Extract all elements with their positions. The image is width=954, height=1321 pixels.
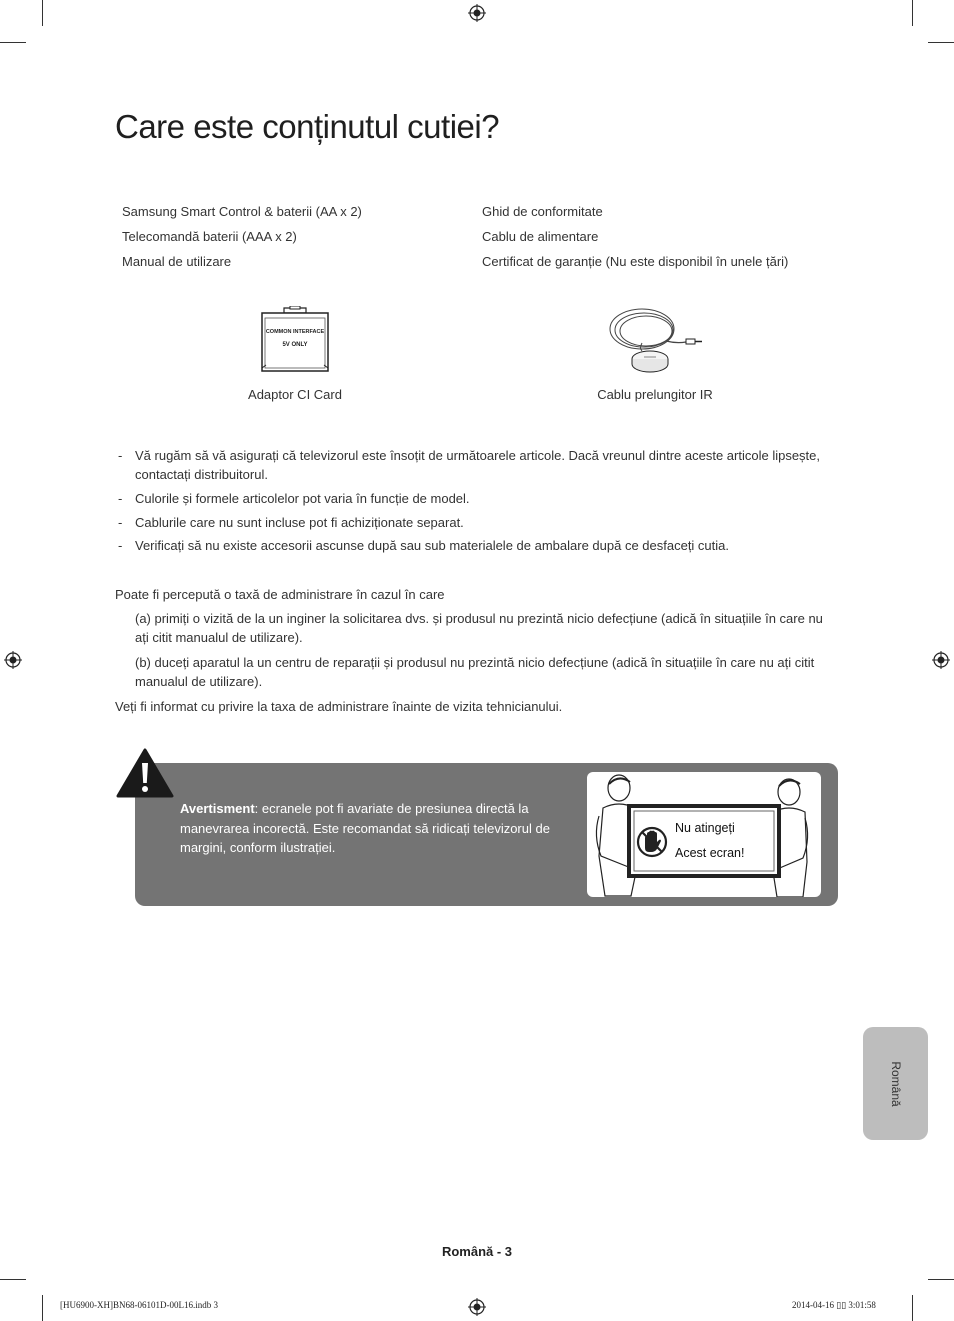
registration-mark-icon (4, 651, 22, 669)
fee-case-a: (a) primiți o vizită de la un inginer la solicitarea dvs. și produsul nu prezintă nicio defecțiune (adică în situațiile în care nu ați citit manualul de utilizare). (135, 611, 823, 645)
language-tab (863, 1027, 928, 1140)
print-slug-left: [HU6900-XH]BN68-06101D-00L16.indb 3 (60, 1300, 218, 1310)
note-item: - Cablurile care nu sunt incluse pot fi achiziționate separat. (118, 515, 464, 530)
registration-mark-icon (468, 4, 486, 22)
registration-mark-icon (468, 1298, 486, 1316)
page-title: Care este conținutul cutiei? (115, 108, 500, 145)
list-item: Manual de utilizare (122, 254, 232, 269)
ir-cable-illustration (606, 303, 704, 375)
list-item: Samsung Smart Control & baterii (AA x 2) (122, 204, 362, 219)
fee-outro: Veți fi informat cu privire la taxa de administrare înainte de vizita tehnicianului. (115, 699, 563, 714)
crop-mark (42, 1295, 43, 1321)
warning-triangle-icon (116, 748, 174, 798)
warning-body: : ecranele pot fi avariate de presiunea directă la manevrarea incorectă. Este recomandat să ridicați televizorul de margini, conform ilustrației. (180, 801, 550, 855)
crop-mark (0, 1279, 26, 1280)
ci-card-label-line2: 5V ONLY (282, 342, 308, 348)
crop-mark (928, 42, 954, 43)
crop-mark (912, 1295, 913, 1321)
tv-warning-line1: Nu atingeți (675, 821, 735, 835)
ci-card-adaptor-illustration (260, 306, 330, 374)
crop-mark (42, 0, 43, 26)
list-item: Certificat de garanție (Nu este disponibil în unele țări) (482, 254, 789, 269)
page-number: Română - 3 (441, 1244, 513, 1259)
warning-text (180, 799, 570, 858)
registration-mark-icon (932, 651, 950, 669)
note-item: - Verificați să nu existe accesorii ascunse după sau sub materialele de ambalare după ce desfaceți cutia. (118, 538, 730, 553)
language-tab-label: Română (888, 1060, 903, 1107)
ir-cable-caption: Cablu prelungitor IR (597, 387, 713, 402)
fee-intro: Poate fi percepută o taxă de administrare în cazul în care (115, 587, 445, 602)
note-item: - Culorile și formele articolelor pot varia în funcție de model. (118, 491, 470, 506)
list-item: Ghid de conformitate (482, 204, 603, 219)
list-item: Telecomandă baterii (AAA x 2) (122, 229, 297, 244)
tv-handling-illustration (587, 772, 821, 897)
ci-card-label-line1: COMMON INTERFACE (265, 329, 325, 335)
print-slug-right: 2014-04-16 ▯▯ 3:01:58 (792, 1300, 876, 1310)
crop-mark (0, 42, 26, 43)
tv-warning-line2: Acest ecran! (675, 846, 745, 860)
ci-card-caption: Adaptor CI Card (248, 387, 342, 402)
crop-mark (912, 0, 913, 26)
note-item: - Vă rugăm să vă asigurați că televizorul este însoțit de următoarele articole. Dacă vreunul dintre aceste articole lipsește, contactați distribuitorul. (118, 448, 821, 482)
fee-case-b: (b) duceți aparatul la un centru de reparații și produsul nu prezintă nicio defecțiune (adică în situațiile în care nu ați citit manualul de utilizare). (135, 655, 815, 689)
list-item: Cablu de alimentare (482, 229, 599, 244)
crop-mark (928, 1279, 954, 1280)
warning-label: Avertisment (180, 801, 255, 816)
